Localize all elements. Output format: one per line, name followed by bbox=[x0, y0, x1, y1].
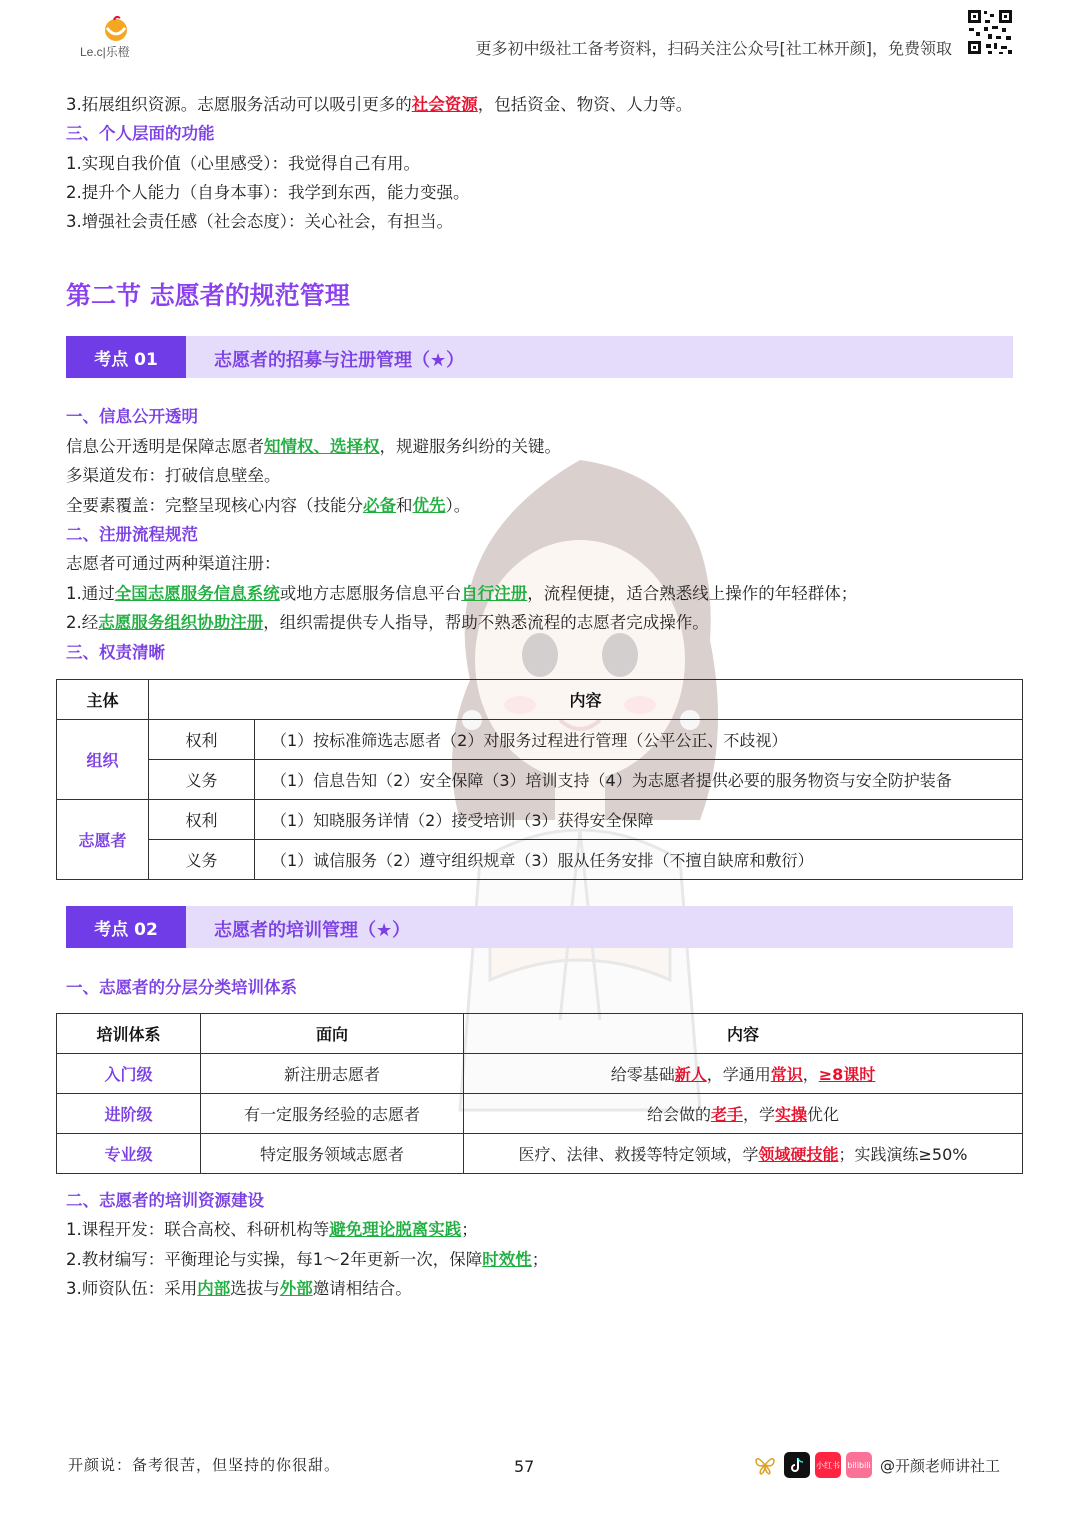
top-line-3: 1.实现自我价值（心里感受）：我觉得自己有用。 bbox=[66, 154, 420, 173]
top-line-4: 2.提升个人能力（自身本事）：我学到东西，能力变强。 bbox=[66, 183, 470, 202]
table-row bbox=[57, 840, 1023, 880]
content-cell: 给会做的老手，学实操优化 bbox=[464, 1094, 1023, 1134]
heading-info-transparency: 一、信息公开透明 bbox=[66, 407, 198, 426]
k1-line-5: 1.通过全国志愿服务信息系统或地方志愿服务信息平台自行注册，流程便捷，适合熟悉线上操作的年轻群体； bbox=[66, 584, 858, 603]
k2-line-3: 3.师资队伍：采用内部选拔与外部邀请相结合。 bbox=[66, 1279, 412, 1298]
k2-line-2: 2.教材编写：平衡理论与实操，每1～2年更新一次，保障时效性； bbox=[66, 1250, 549, 1269]
footer-quote: 开颜说：备考很苦，但坚持的你很甜。 bbox=[68, 1456, 341, 1474]
heading-personal-functions: 三、个人层面的功能 bbox=[66, 124, 215, 143]
bilibili-icon[interactable]: bilibili bbox=[846, 1452, 872, 1478]
table-row bbox=[57, 800, 1023, 840]
level-cell: 专业级 bbox=[57, 1134, 201, 1174]
brand-logo bbox=[78, 14, 158, 60]
table-row bbox=[57, 1054, 1023, 1094]
table-header-cell: 主体 bbox=[57, 680, 149, 720]
kind-cell: 义务 bbox=[149, 840, 255, 880]
content-cell: （1）信息告知（2）安全保障（3）培训支持（4）为志愿者提供必要的服务物资与安全防护装备 bbox=[255, 760, 1023, 800]
page-number: 57 bbox=[514, 1457, 535, 1476]
kaodian-02-badge: 考点 02 bbox=[66, 906, 186, 948]
level-cell: 进阶级 bbox=[57, 1094, 201, 1134]
kaodian-02-band bbox=[66, 906, 1013, 948]
logo-text: Le.c|乐橙 bbox=[80, 45, 130, 59]
table-header-cell: 内容 bbox=[149, 680, 1023, 720]
content-cell: （1）诚信服务（2）遵守组织规章（3）服从任务安排（不擅自缺席和敷衍） bbox=[255, 840, 1023, 880]
table-header-row bbox=[57, 1014, 1023, 1054]
table-row bbox=[57, 1134, 1023, 1174]
training-table bbox=[56, 1013, 1023, 1174]
top-line-5: 3.增强社会责任感（社会态度）：关心社会，有担当。 bbox=[66, 212, 453, 231]
k1-line-3: 全要素覆盖：完整呈现核心内容（技能分必备和优先）。 bbox=[66, 496, 471, 515]
table-header-cell: 培训体系 bbox=[57, 1014, 201, 1054]
kaodian-01-band bbox=[66, 336, 1013, 378]
k1-line-2: 多渠道发布：打破信息壁垒。 bbox=[66, 466, 281, 485]
tiktok-icon[interactable] bbox=[784, 1452, 810, 1478]
subject-cell: 组织 bbox=[57, 720, 149, 800]
table-header-row bbox=[57, 680, 1023, 720]
content-cell: 医疗、法律、救援等特定领域，学领域硬技能；实践演练≥50% bbox=[464, 1134, 1023, 1174]
content-cell: （1）按标准筛选志愿者（2）对服务过程进行管理（公平公正、不歧视） bbox=[255, 720, 1023, 760]
table-header-cell: 面向 bbox=[201, 1014, 464, 1054]
section-title: 第二节 志愿者的规范管理 bbox=[66, 281, 350, 310]
kind-cell: 义务 bbox=[149, 760, 255, 800]
top-line-1: 3.拓展组织资源。志愿服务活动可以吸引更多的社会资源，包括资金、物资、人力等。 bbox=[66, 95, 693, 114]
k1-line-4: 志愿者可通过两种渠道注册： bbox=[66, 554, 281, 573]
table-header-cell: 内容 bbox=[464, 1014, 1023, 1054]
xiaohongshu-icon[interactable]: 小红书 bbox=[815, 1452, 841, 1478]
target-cell: 特定服务领域志愿者 bbox=[201, 1134, 464, 1174]
table-row bbox=[57, 1094, 1023, 1134]
heading-rights-duties: 三、权责清晰 bbox=[66, 643, 165, 662]
k2-line-1: 1.课程开发：联合高校、科研机构等避免理论脱离实践； bbox=[66, 1220, 478, 1239]
rights-duties-table bbox=[56, 679, 1023, 880]
k1-line-1: 信息公开透明是保障志愿者知情权、选择权，规避服务纠纷的关键。 bbox=[66, 437, 561, 456]
footer-handle: @开颜老师讲社工 bbox=[880, 1457, 1001, 1475]
kind-cell: 权利 bbox=[149, 720, 255, 760]
subject-cell: 志愿者 bbox=[57, 800, 149, 880]
level-cell: 入门级 bbox=[57, 1054, 201, 1094]
header-tagline: 更多初中级社工备考资料，扫码关注公众号[社工林开颜]，免费领取 bbox=[475, 39, 952, 58]
kind-cell: 权利 bbox=[149, 800, 255, 840]
butterfly-icon[interactable] bbox=[752, 1452, 778, 1478]
content-cell: 给零基础新人，学通用常识，≥8课时 bbox=[464, 1054, 1023, 1094]
table-row bbox=[57, 720, 1023, 760]
k1-line-6: 2.经志愿服务组织协助注册，组织需提供专人指导，帮助不熟悉流程的志愿者完成操作。 bbox=[66, 613, 709, 632]
target-cell: 有一定服务经验的志愿者 bbox=[201, 1094, 464, 1134]
heading-training-resources: 二、志愿者的培训资源建设 bbox=[66, 1191, 264, 1210]
target-cell: 新注册志愿者 bbox=[201, 1054, 464, 1094]
kaodian-01-badge: 考点 01 bbox=[66, 336, 186, 378]
heading-registration: 二、注册流程规范 bbox=[66, 525, 198, 544]
qr-code-icon[interactable] bbox=[966, 8, 1014, 56]
kaodian-01-title: 志愿者的招募与注册管理（★） bbox=[214, 350, 465, 371]
table-row bbox=[57, 760, 1023, 800]
content-cell: （1）知晓服务详情（2）接受培训（3）获得安全保障 bbox=[255, 800, 1023, 840]
heading-training-system: 一、志愿者的分层分类培训体系 bbox=[66, 978, 297, 997]
kaodian-02-title: 志愿者的培训管理（★） bbox=[214, 920, 411, 941]
